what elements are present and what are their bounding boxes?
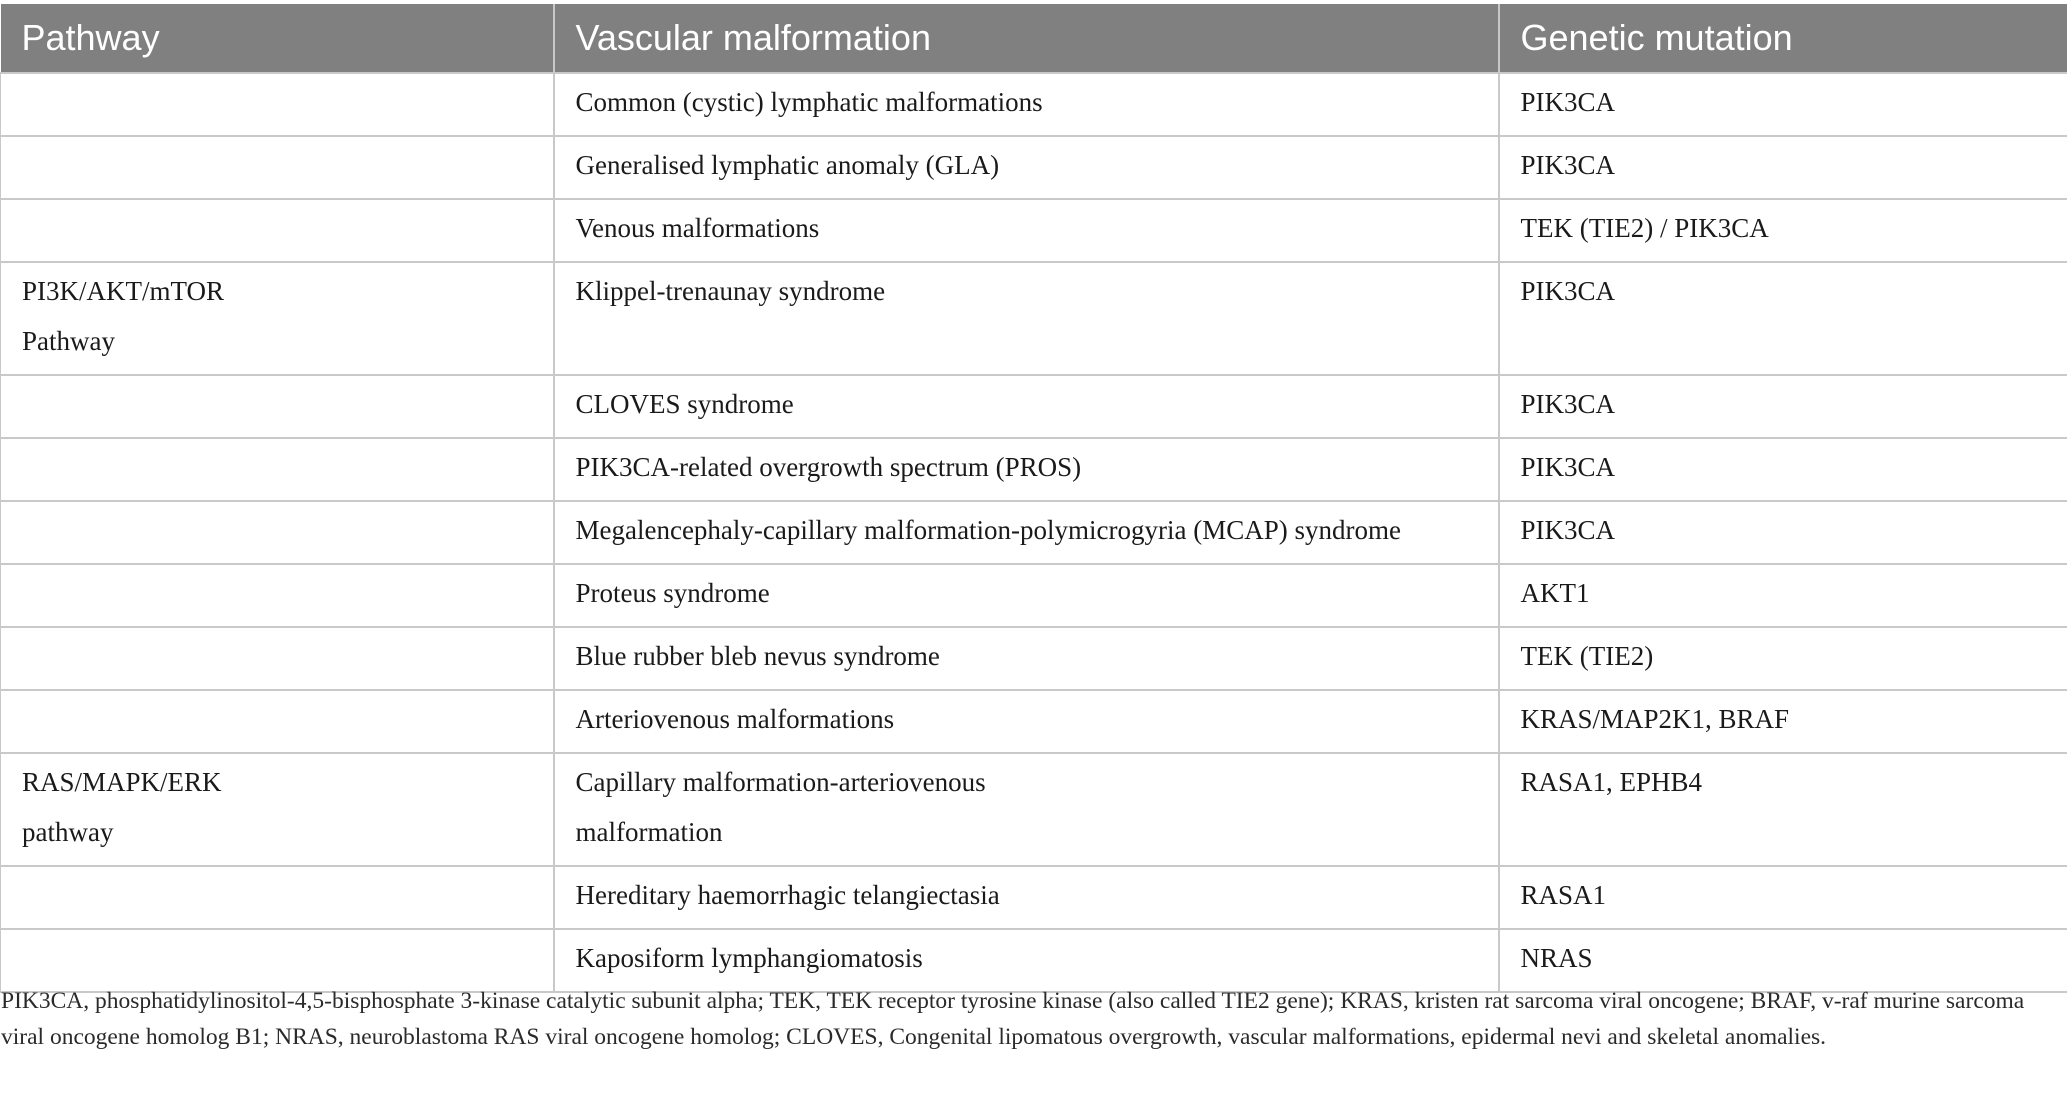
cell-vascular-malformation-line: Klippel-trenaunay syndrome — [575, 276, 886, 306]
table-body — [1, 73, 2067, 992]
cell-pathway — [1, 866, 554, 929]
table-row — [1, 866, 2067, 929]
cell-vascular-malformation — [554, 753, 1499, 866]
table-footnote: PIK3CA, phosphatidylinositol-4,5-bisphosphate 3-kinase catalytic subunit alpha; TEK, TEK receptor tyrosine kinase (also called TIE2 gene); KRAS, kristen rat sarcoma viral oncogene; BRAF, v-raf murine sarcoma viral oncogene homolog B1; NRAS, neuroblastoma RAS viral oncogene homolog; CLOVES, Congenital lipomatous overgrowth, vascular malformations, epidermal nevi and skeletal anomalies. — [1, 988, 2025, 1050]
cell-pathway — [1, 73, 554, 136]
table-row — [1, 438, 2067, 501]
cell-pathway — [1, 564, 554, 627]
cell-pathway — [1, 199, 554, 262]
cell-vascular-malformation — [554, 501, 1499, 564]
cell-vascular-malformation-line: CLOVES syndrome — [575, 389, 794, 419]
table-header — [1, 4, 2067, 73]
cell-vascular-malformation-line: Common (cystic) lymphatic malformations — [575, 87, 1043, 117]
cell-pathway — [1, 690, 554, 753]
cell-genetic-mutation: RASA1, EPHB4 — [1499, 753, 2067, 866]
table-row — [1, 136, 2067, 199]
cell-vascular-malformation-line: Generalised lymphatic anomaly (GLA) — [575, 150, 1000, 180]
cell-genetic-mutation: TEK (TIE2) — [1499, 627, 2067, 690]
table-row — [1, 564, 2067, 627]
cell-vascular-malformation — [554, 438, 1499, 501]
cell-genetic-mutation: RASA1 — [1499, 866, 2067, 929]
cell-vascular-malformation — [554, 136, 1499, 199]
header-vascular-malformation: Vascular malformation — [554, 4, 1499, 73]
cell-vascular-malformation-line: Hereditary haemorrhagic telangiectasia — [575, 880, 1000, 910]
cell-vascular-malformation-line: PIK3CA-related overgrowth spectrum (PROS) — [575, 452, 1082, 482]
cell-pathway-line: RAS/MAPK/ERK — [22, 767, 222, 797]
cell-pathway-line: PI3K/AKT/mTOR — [22, 276, 225, 306]
cell-pathway-line: pathway — [22, 817, 114, 847]
header-pathway: Pathway — [1, 4, 554, 73]
cell-vascular-malformation — [554, 199, 1499, 262]
cell-vascular-malformation-line: Venous malformations — [575, 213, 820, 243]
table-row — [1, 73, 2067, 136]
cell-vascular-malformation — [554, 73, 1499, 136]
table-row — [1, 199, 2067, 262]
cell-genetic-mutation: NRAS — [1499, 929, 2067, 992]
cell-vascular-malformation-line: malformation — [575, 817, 723, 847]
cell-vascular-malformation — [554, 375, 1499, 438]
cell-genetic-mutation: PIK3CA — [1499, 375, 2067, 438]
cell-pathway — [1, 501, 554, 564]
cell-genetic-mutation: KRAS/MAP2K1, BRAF — [1499, 690, 2067, 753]
cell-vascular-malformation-line: Blue rubber bleb nevus syndrome — [575, 641, 940, 671]
table-row — [1, 753, 2067, 866]
cell-vascular-malformation-line: Megalencephaly-capillary malformation-polymicrogyria (MCAP) syndrome — [575, 515, 1402, 545]
cell-vascular-malformation — [554, 262, 1499, 375]
cell-genetic-mutation: AKT1 — [1499, 564, 2067, 627]
table-row — [1, 262, 2067, 375]
cell-pathway — [1, 136, 554, 199]
vascular-malformation-table — [0, 4, 2067, 993]
header-row — [1, 4, 2067, 73]
cell-vascular-malformation — [554, 690, 1499, 753]
cell-vascular-malformation-line: Capillary malformation-arteriovenous — [575, 767, 986, 797]
cell-genetic-mutation: PIK3CA — [1499, 438, 2067, 501]
cell-vascular-malformation — [554, 564, 1499, 627]
cell-genetic-mutation: PIK3CA — [1499, 73, 2067, 136]
table-row — [1, 375, 2067, 438]
cell-genetic-mutation: PIK3CA — [1499, 262, 2067, 375]
cell-vascular-malformation-line: Arteriovenous malformations — [575, 704, 895, 734]
cell-pathway — [1, 627, 554, 690]
cell-vascular-malformation-line: Kaposiform lymphangiomatosis — [575, 943, 923, 973]
table-row — [1, 501, 2067, 564]
cell-pathway — [1, 753, 554, 866]
cell-genetic-mutation: PIK3CA — [1499, 136, 2067, 199]
table-row — [1, 627, 2067, 690]
cell-vascular-malformation — [554, 627, 1499, 690]
cell-pathway — [1, 262, 554, 375]
cell-genetic-mutation: TEK (TIE2) / PIK3CA — [1499, 199, 2067, 262]
header-genetic-mutation: Genetic mutation — [1499, 4, 2067, 73]
cell-vascular-malformation — [554, 866, 1499, 929]
cell-vascular-malformation-line: Proteus syndrome — [575, 578, 770, 608]
data-table-container — [0, 4, 2067, 993]
cell-pathway — [1, 375, 554, 438]
cell-genetic-mutation: PIK3CA — [1499, 501, 2067, 564]
cell-pathway — [1, 438, 554, 501]
cell-pathway-line: Pathway — [22, 326, 115, 356]
table-row — [1, 690, 2067, 753]
